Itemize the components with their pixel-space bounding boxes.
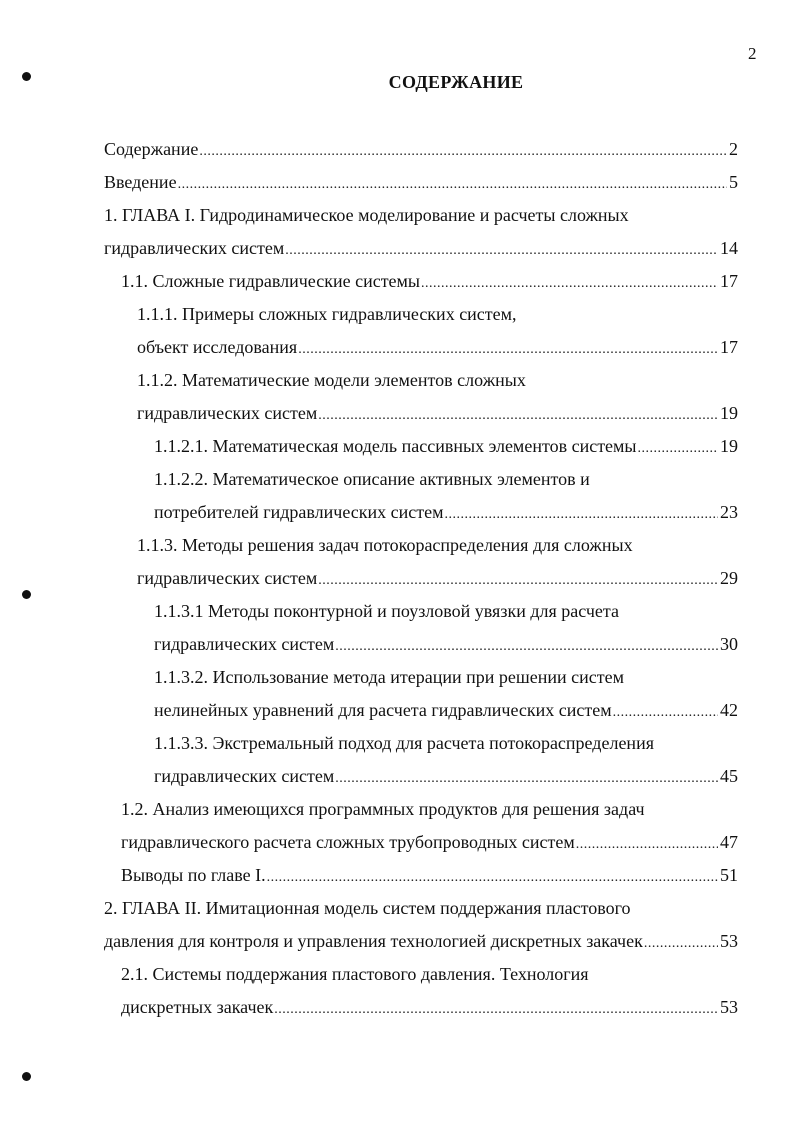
toc-entry	[137, 400, 738, 429]
toc-entry-title: нелинейных уравнений для расчета гидравлических систем	[154, 700, 612, 720]
toc-entry	[154, 664, 624, 690]
toc-entry	[121, 994, 738, 1023]
toc-entry	[154, 598, 619, 624]
toc-dot-leader	[444, 502, 718, 528]
toc-dot-leader	[274, 997, 718, 1023]
toc-entry-title: 1. ГЛАВА I. Гидродинамическое моделирование и расчеты сложных	[104, 205, 629, 225]
toc-entry	[121, 862, 738, 891]
page-title: СОДЕРЖАНИЕ	[388, 72, 524, 92]
toc-entry-title: 1.1.3. Методы решения задач потокораспределения для сложных	[137, 535, 633, 555]
binding-hole-mark	[22, 590, 31, 599]
toc-dot-leader	[318, 403, 718, 429]
toc-entry-page: 42	[720, 700, 738, 720]
toc-dot-leader	[285, 238, 718, 264]
toc-dot-leader	[298, 337, 718, 363]
toc-entry-title: потребителей гидравлических систем	[154, 502, 444, 522]
toc-dot-leader	[638, 436, 718, 462]
toc-entry-page: 53	[720, 997, 738, 1017]
toc-entry-title: Содержание	[104, 139, 199, 159]
toc-entry-page: 30	[720, 634, 738, 654]
toc-entry-page: 51	[720, 865, 738, 885]
toc-entry-title: объект исследования	[137, 337, 298, 357]
toc-entry-title: 1.1.2. Математические модели элементов сложных	[137, 370, 526, 390]
toc-entry	[104, 169, 738, 198]
toc-entry-page: 53	[720, 931, 738, 951]
toc-entry	[121, 796, 645, 822]
toc-entry-title: 1.1.1. Примеры сложных гидравлических систем,	[137, 304, 517, 324]
toc-dot-leader	[199, 139, 727, 165]
toc-dot-leader	[178, 172, 727, 198]
binding-hole-mark	[22, 1072, 31, 1081]
toc-dot-leader	[613, 700, 718, 726]
toc-entry	[121, 268, 738, 297]
toc-entry	[154, 499, 738, 528]
toc-entry-page: 19	[720, 436, 738, 456]
toc-entry	[154, 763, 738, 792]
toc-entry	[104, 928, 738, 957]
toc-entry-title: 1.1.3.3. Экстремальный подход для расчета потокораспределения	[154, 733, 654, 753]
toc-entry	[137, 301, 517, 327]
toc-entry	[154, 697, 738, 726]
toc-entry-page: 5	[729, 172, 738, 192]
toc-entry	[154, 730, 654, 756]
toc-entry	[104, 895, 631, 921]
toc-entry	[137, 367, 526, 393]
toc-entry-page: 45	[720, 766, 738, 786]
toc-entry	[154, 466, 590, 492]
binding-hole-mark	[22, 72, 31, 81]
toc-dot-leader	[267, 865, 718, 891]
toc-entry-page: 2	[729, 139, 738, 159]
toc-dot-leader	[335, 634, 718, 660]
toc-entry-title: Выводы по главе I.	[121, 865, 266, 885]
toc-entry-title: Введение	[104, 172, 177, 192]
toc-dot-leader	[335, 766, 718, 792]
toc-entry	[104, 235, 738, 264]
toc-entry	[137, 334, 738, 363]
toc-entry-page: 14	[720, 238, 738, 258]
toc-entry-title: гидравлического расчета сложных трубопроводных систем	[121, 832, 575, 852]
toc-entry	[121, 961, 589, 987]
toc-entry	[137, 532, 633, 558]
toc-entry-page: 47	[720, 832, 738, 852]
toc-entry-title: гидравлических систем	[154, 634, 335, 654]
toc-entry-title: дискретных закачек	[121, 997, 274, 1017]
toc-entry-title: гидравлических систем	[137, 568, 318, 588]
toc-entry-page: 23	[720, 502, 738, 522]
toc-entry-title: 2. ГЛАВА II. Имитационная модель систем поддержания пластового	[104, 898, 631, 918]
toc-entry-page: 29	[720, 568, 738, 588]
toc-dot-leader	[318, 568, 718, 594]
toc-entry	[154, 631, 738, 660]
toc-entry-title: гидравлических систем	[104, 238, 285, 258]
toc-entry	[137, 565, 738, 594]
toc-entry-title: давления для контроля и управления технологией дискретных закачек	[104, 931, 643, 951]
toc-entry-title: 1.2. Анализ имеющихся программных продуктов для решения задач	[121, 799, 645, 819]
toc-entry-title: 1.1.2.1. Математическая модель пассивных элементов системы	[154, 436, 637, 456]
toc-entry	[121, 829, 738, 858]
toc-entry-title: 1.1. Сложные гидравлические системы	[121, 271, 421, 291]
toc-entry-title: 2.1. Системы поддержания пластового давления. Технология	[121, 964, 589, 984]
toc-entry-page: 17	[720, 271, 738, 291]
toc-entry-title: 1.1.3.1 Методы поконтурной и поузловой увязки для расчета	[154, 601, 619, 621]
toc-dot-leader	[421, 271, 718, 297]
toc-entry-page: 17	[720, 337, 738, 357]
toc-entry-title: 1.1.3.2. Использование метода итерации при решении систем	[154, 667, 624, 687]
toc-entry-title: гидравлических систем	[137, 403, 318, 423]
toc-entry-page: 19	[720, 403, 738, 423]
page-number: 2	[748, 44, 757, 63]
toc-entry-title: 1.1.2.2. Математическое описание активных элементов и	[154, 469, 590, 489]
toc-entry	[104, 136, 738, 165]
toc-entry-title: гидравлических систем	[154, 766, 335, 786]
toc-entry	[104, 202, 629, 228]
toc-dot-leader	[644, 931, 718, 957]
toc-entry	[154, 433, 738, 462]
toc-dot-leader	[576, 832, 718, 858]
